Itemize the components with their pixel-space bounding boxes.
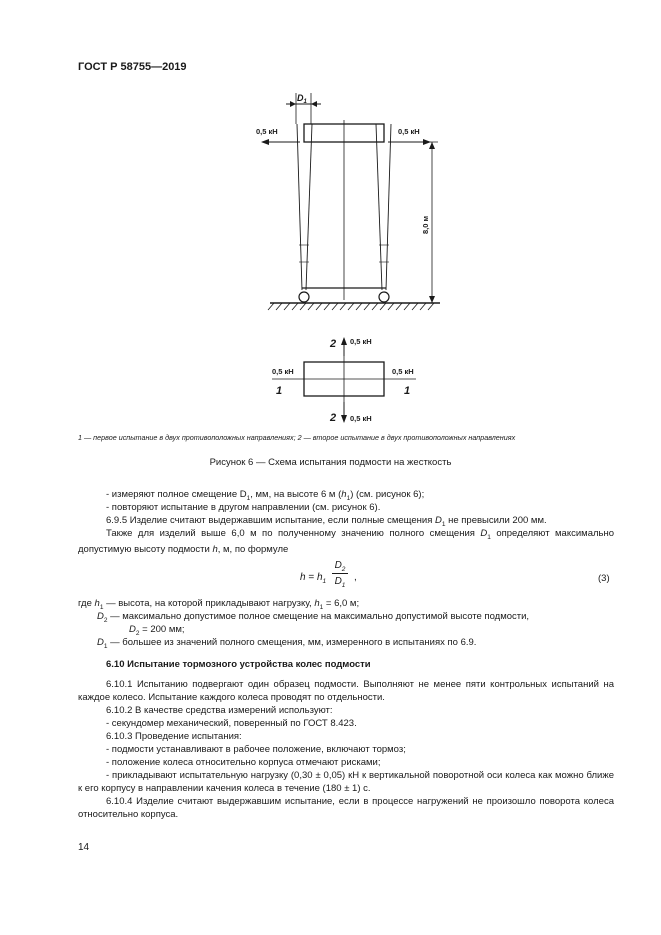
figure-legend: 1 — первое испытание в двух противоположных направлениях; 2 — второе испытание в двух противоположных направлениях (78, 433, 516, 442)
height-label: 8,0 м (421, 215, 430, 234)
paragraph-6103-item-b: - положение колеса относительно корпуса отмечают рисками; (106, 757, 381, 768)
plan-force-left: 0,5 кН (272, 367, 294, 376)
paragraph-6102: 6.10.2 В качестве средства измерений используют: (106, 705, 333, 716)
where-d2: $D_2$ — максимально допустимое полное смещение на максимально допустимой высоте подмости, (97, 611, 530, 624)
paragraph-6103-item-a: - подмости устанавливают в рабочее положение, включают тормоз; (106, 744, 406, 755)
plan-force-right: 0,5 кН (392, 367, 414, 376)
plan-num-right: 1 (404, 385, 411, 397)
paragraph-6104: 6.10.4 Изделие считают выдержавшим испытание, если в процессе нагружений не произошло поворота колеса относительно корпуса. (78, 796, 614, 820)
plan-num-bottom: 2 (330, 412, 337, 424)
force-label-left-top: 0,5 кН (256, 127, 278, 136)
where-d1: $D_1$ — большее из значений полного смещения, мм, измеренного в испытаниях по 6.9. (97, 637, 477, 650)
paragraph-695: 6.9.5 Изделие считают выдержавшим испытание, если полные смещения $D_1$ не превысили 200 мм. (106, 515, 547, 528)
where-h1: где $h_1$ — высота, на которой прикладывают нагрузку, $h_1 = 6,0$ м; (78, 598, 360, 611)
formula-number: (3) (598, 573, 610, 584)
paragraph-6101: 6.10.1 Испытанию подвергают один образец подмости. Выполняют не менее пяти контрольных испытаний на каждое колесо. Испытание каждого колеса проводят по отдельности. (78, 679, 614, 703)
document-header: ГОСТ Р 58755—2019 (78, 61, 187, 73)
plan-force-top: 0,5 кН (350, 337, 372, 346)
page-number: 14 (78, 842, 90, 853)
plan-num-left: 1 (276, 385, 283, 397)
text-line-measure: - измеряют полное смещение $D_1$, мм, на высоте 6 м $(h_1)$ (см. рисунок 6); (106, 489, 425, 502)
force-label-right-top: 0,5 кН (398, 127, 420, 136)
text-line-repeat: - повторяют испытание в другом направлении (см. рисунок 6). (106, 502, 381, 513)
paragraph-6103-item-c: - прикладывают испытательную нагрузку (0,30 ± 0,05) кН к вертикальной поворотной оси колеса как можно ближе к его корпусу в направлении качения колеса в течение (180 ± 1) с. (78, 770, 614, 794)
section-6-10-heading: 6.10 Испытание тормозного устройства колес подмости (106, 659, 371, 670)
paragraph-6103: 6.10.3 Проведение испытания: (106, 731, 242, 742)
where-d2-value: $D_2 = 200$ мм; (129, 624, 185, 637)
label-d1: $D_1$ (297, 93, 307, 105)
plan-num-top: 2 (330, 338, 337, 350)
figure-title: Рисунок 6 — Схема испытания подмости на жесткость (209, 457, 452, 468)
figure-6-diagram (0, 0, 661, 450)
paragraph-height-formula: Также для изделий выше 6,0 м по полученному значению полного смещения $D_1$ определяют максимально допустимую высоту подмости h, м, по формуле (78, 528, 614, 556)
paragraph-6102-item: - секундомер механический, поверенный по ГОСТ 8.423. (106, 718, 357, 729)
plan-force-bottom: 0,5 кН (350, 414, 372, 423)
